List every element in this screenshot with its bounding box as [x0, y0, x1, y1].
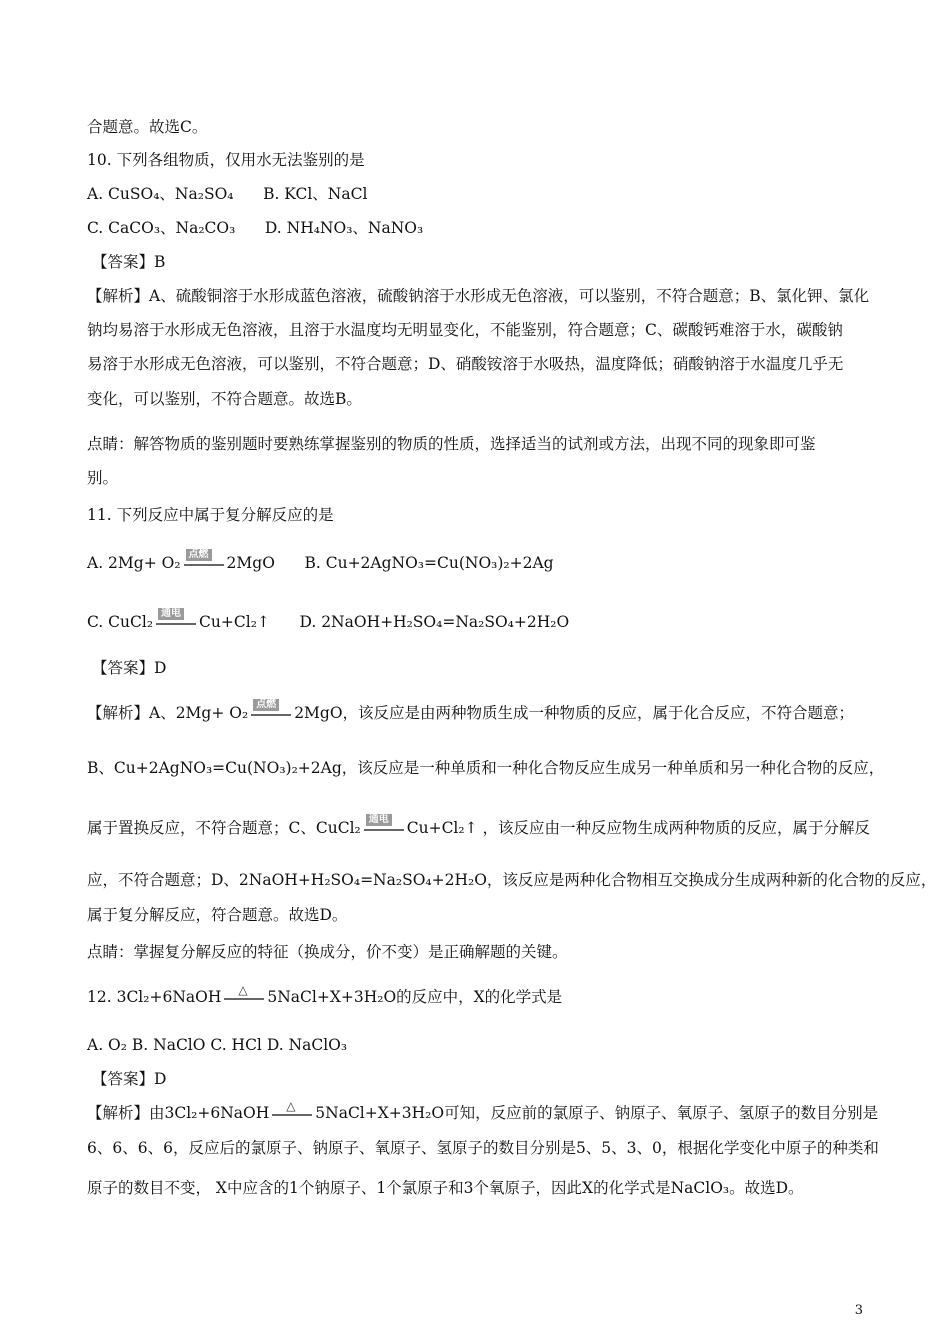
- electrolysis-label: 通电: [366, 814, 392, 826]
- analysis-12-line: 原子的数目不变， X中应含的1个钠原子、1个氯原子和3个氧原子，因此X的化学式是NaClO₃。故选D。: [87, 1179, 804, 1197]
- analysis-10-line: 变化，可以鉴别，不符合题意。故选B。: [87, 390, 362, 408]
- ignite-condition: [249, 699, 293, 718]
- option-c-right: Cu+Cl₂↑: [199, 613, 270, 631]
- heat-symbol: △: [286, 1099, 296, 1113]
- option-b: B. Cu+2AgNO₃=Cu(NO₃)₂+2Ag: [304, 554, 554, 572]
- analysis-10-line: 【解析】A、硫酸铜溶于水形成蓝色溶液，硫酸钠溶于水形成无色溶液，可以鉴别，不符合题意；B、氯化钾、氯化: [87, 287, 870, 305]
- option-d: D. 2NaOH+H₂SO₄=Na₂SO₄+2H₂O: [299, 613, 570, 631]
- analysis-11-c-post: Cu+Cl₂↑ ，该反应由一种反应物生成两种物质的反应，属于分解反: [406, 819, 871, 837]
- stem-12-post: 5NaCl+X+3H₂O的反应中，X的化学式是: [267, 988, 563, 1006]
- question-11-options-cd: [87, 608, 570, 632]
- analysis-11-line: 应，不符合题意；D、2NaOH+H₂SO₄=Na₂SO₄+2H₂O，该反应是两种化合物相互交换成分生成两种新的化合物的反应，: [87, 871, 937, 889]
- option-c: C. CaCO₃、Na₂CO₃: [87, 219, 236, 237]
- electrolysis-condition: [362, 814, 406, 833]
- analysis-10-line: 易溶于水形成无色溶液，可以鉴别，不符合题意；D、硝酸铵溶于水吸热，温度降低；硝酸钠溶于水温度几乎无: [87, 355, 844, 373]
- analysis-12-line: 6、6、6、6，反应后的氯原子、钠原子、氧原子、氢原子的数目分别是5、5、3、0，根据化学变化中原子的种类和: [87, 1139, 879, 1157]
- electrolysis-condition: [154, 608, 198, 627]
- option-a-right: 2MgO: [226, 554, 275, 572]
- heat-condition: [270, 1099, 314, 1118]
- analysis-11-c-pre: 属于置换反应，不符合题意；C、CuCl₂: [87, 819, 361, 837]
- option-c-left: C. CuCl₂: [87, 613, 154, 631]
- analysis-12-post: 5NaCl+X+3H₂O可知，反应前的氯原子、钠原子、氧原子、氢原子的数目分别是: [315, 1104, 879, 1122]
- question-10-options-ab: [87, 184, 367, 204]
- question-10-options-cd: [87, 218, 423, 238]
- answer-10: 【答案】B: [92, 253, 166, 271]
- question-11-stem: 11. 下列反应中属于复分解反应的是: [87, 506, 334, 524]
- analysis-12-line: [87, 1099, 879, 1123]
- tip-11-line: 点睛：掌握复分解反应的特征（换成分，价不变）是正确解题的关键。: [87, 943, 568, 961]
- question-12-options: A. O₂ B. NaClO C. HCl D. NaClO₃: [87, 1036, 348, 1054]
- ignite-condition: [182, 549, 226, 568]
- analysis-12-pre: 【解析】由3Cl₂+6NaOH: [87, 1104, 270, 1122]
- analysis-11-line: 属于复分解反应，符合题意。故选D。: [87, 906, 348, 924]
- option-a-left: A. 2Mg+ O₂: [87, 554, 181, 572]
- heat-condition: [222, 983, 266, 1002]
- heat-symbol: △: [238, 983, 248, 997]
- analysis-10-line: 钠均易溶于水形成无色溶液，且溶于水温度均无明显变化，不能鉴别，符合题意；C、碳酸钙难溶于水，碳酸钠: [87, 321, 843, 339]
- tip-10-line: 点睛：解答物质的鉴别题时要熟练掌握鉴别的物质的性质，选择适当的试剂或方法，出现不同的现象即可鉴: [87, 435, 816, 453]
- answer-12: 【答案】D: [92, 1070, 167, 1088]
- analysis-11-line: [87, 699, 855, 723]
- ignite-label: 点燃: [186, 549, 212, 561]
- electrolysis-label: 通电: [158, 608, 184, 620]
- option-b: B. KCl、NaCl: [263, 185, 368, 203]
- question-12-stem: [87, 983, 563, 1007]
- analysis-11-a-post: 2MgO，该反应是由两种物质生成一种物质的反应，属于化合反应，不符合题意；: [294, 704, 855, 722]
- question-11-options-ab: [87, 549, 554, 573]
- analysis-11-line: [87, 814, 871, 838]
- page-number: 3: [854, 1303, 863, 1318]
- analysis-11-a-pre: 【解析】A、2Mg+ O₂: [87, 704, 249, 722]
- tip-10-line: 别。: [87, 469, 119, 487]
- answer-11: 【答案】D: [92, 659, 167, 677]
- option-a: A. CuSO₄、Na₂SO₄: [87, 185, 234, 203]
- stem-12-pre: 12. 3Cl₂+6NaOH: [87, 988, 222, 1006]
- question-10-stem: 10. 下列各组物质，仅用水无法鉴别的是: [87, 151, 365, 169]
- ignite-label: 点燃: [253, 699, 279, 711]
- option-d: D. NH₄NO₃、NaNO₃: [264, 219, 424, 237]
- analysis-11-line: B、Cu+2AgNO₃=Cu(NO₃)₂+2Ag，该反应是一种单质和一种化合物反应生成另一种单质和另一种化合物的反应，: [87, 759, 885, 777]
- text-line: 合题意。故选C。: [87, 118, 208, 136]
